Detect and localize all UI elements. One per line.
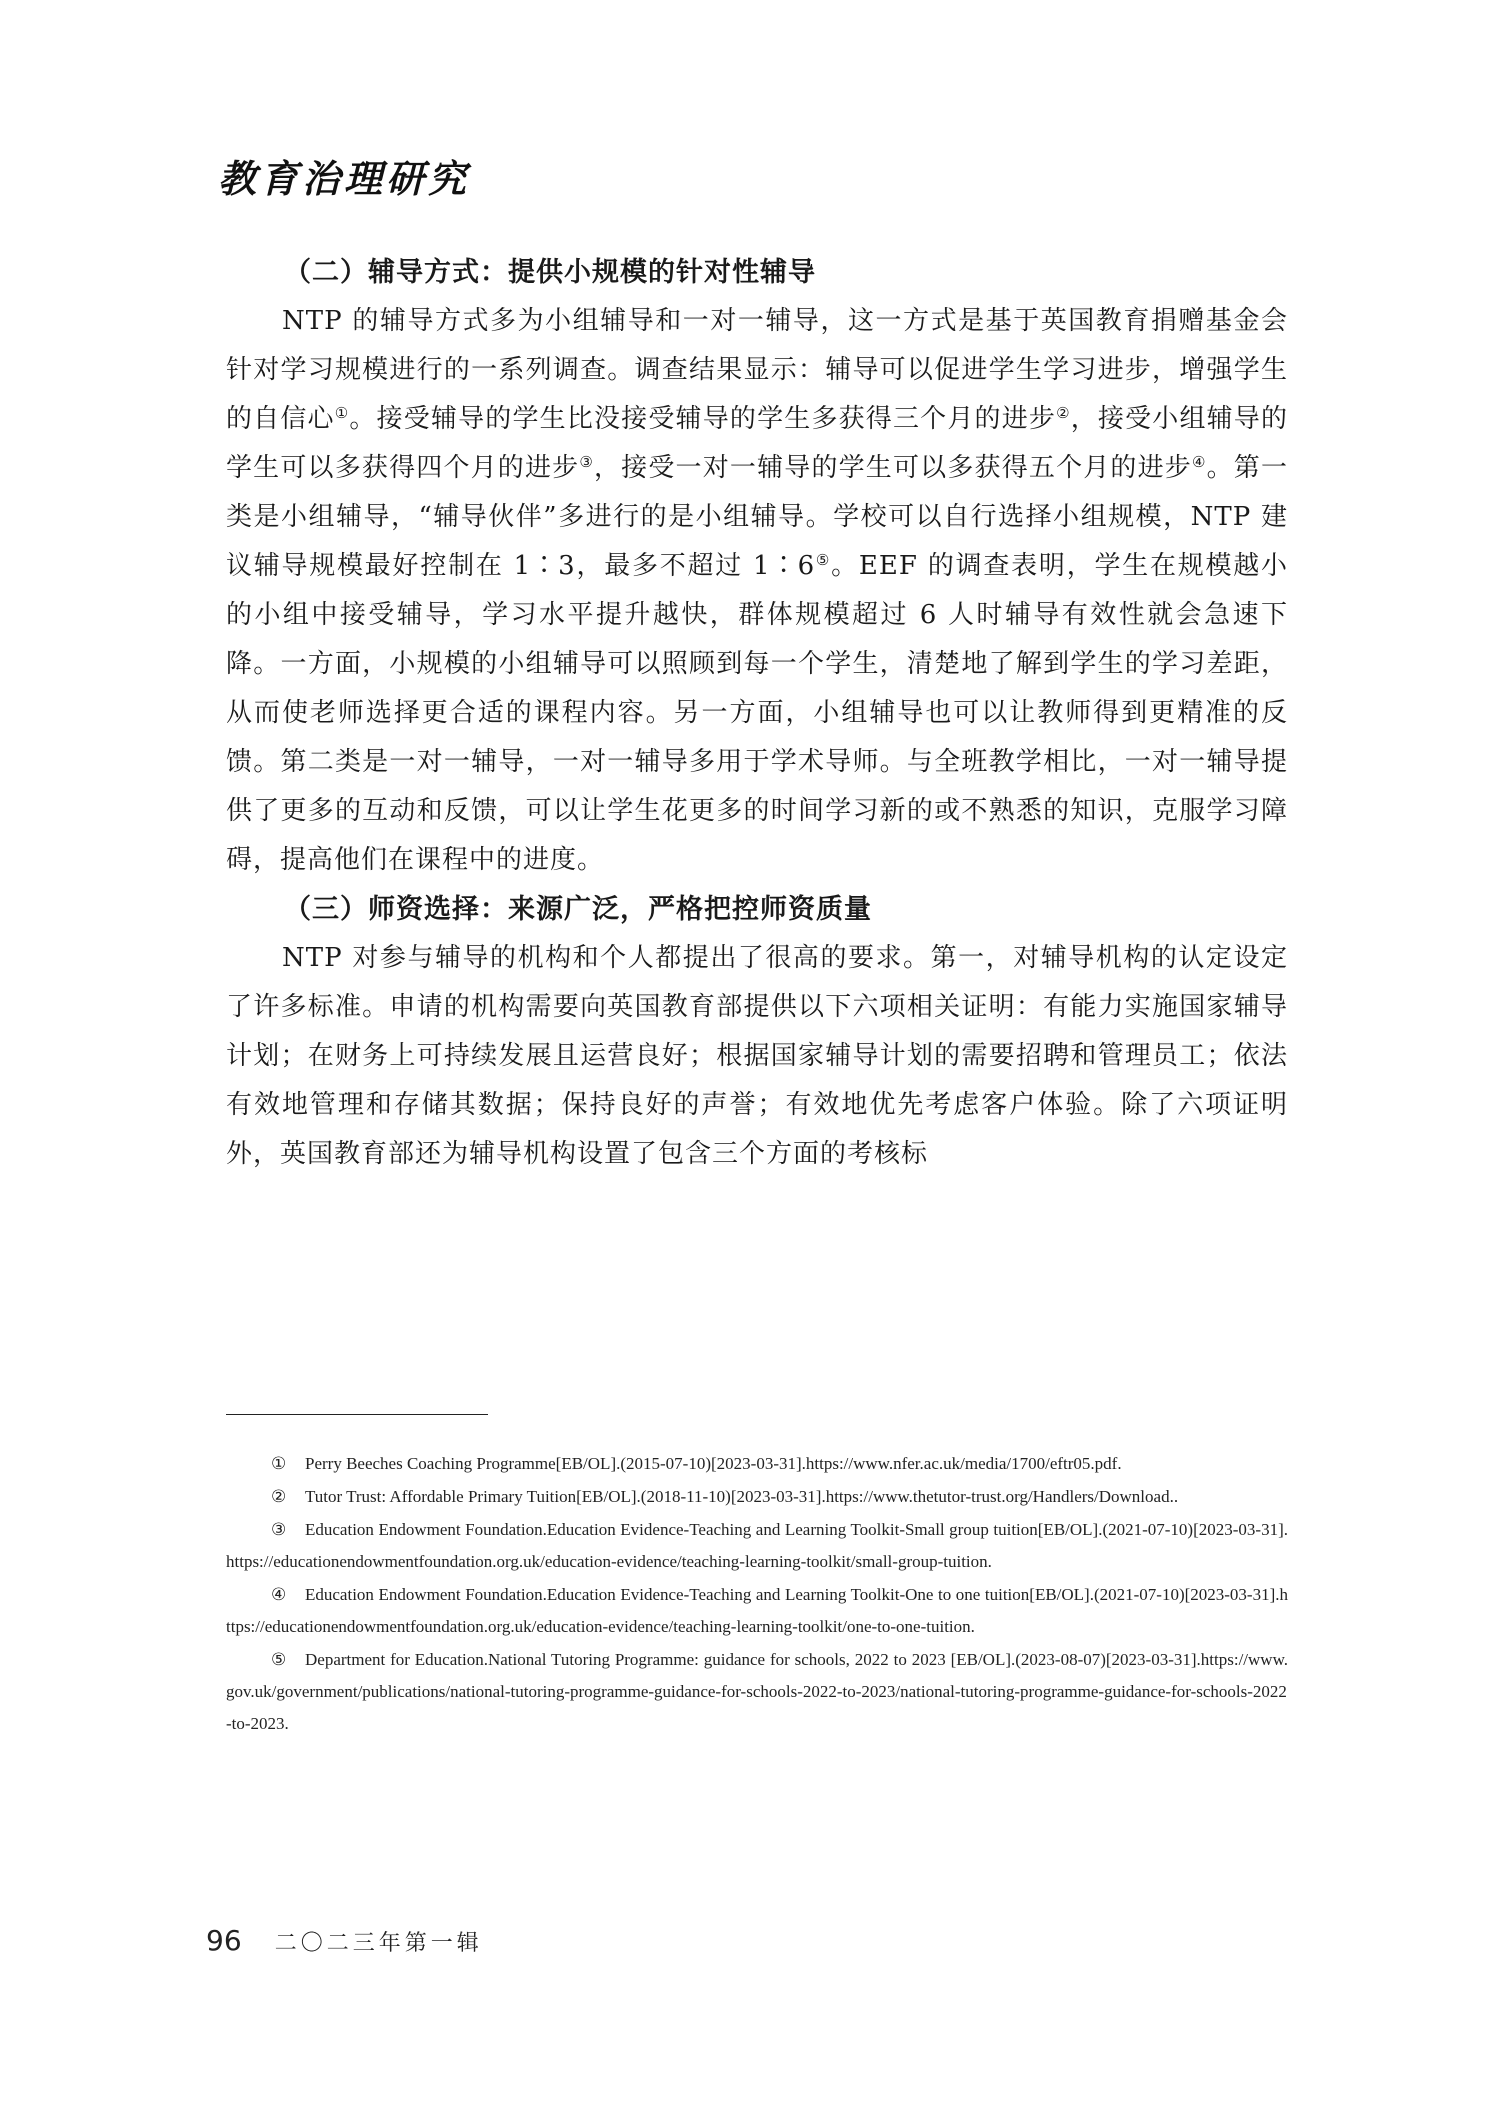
footnote-text: Education Endowment Foundation.Education Evidence-Teaching and Learning Toolkit-One to one tuition[EB/OL].(2021-07-10)[2023-03-31].https://educationendowmentfoundation.org.uk/education-evidence/teaching-learning-toolkit/one-to-one-tuition. — [226, 1585, 1288, 1636]
section-heading: （二）辅导方式：提供小规模的针对性辅导 — [284, 257, 816, 288]
text-segment: 。接受辅导的学生比没接受辅导的学生多获得三个月的进步 — [349, 404, 1057, 434]
footnote-marker: ④ — [271, 1585, 287, 1604]
footnote-marker: ② — [271, 1487, 287, 1506]
text-segment: ，接受一对一辅导的学生可以多获得五个月的进步 — [594, 453, 1192, 483]
text-segment: 。EEF 的调查表明，学生在规模越小的小组中接受辅导，学习水平提升越快，群体规模超过 6 人时辅导有效性就会急速下降。一方面，小规模的小组辅导可以照顾到每一个学生，清楚地了解到学生的学习差距，从而使老师选择更合适的课程内容。另一方面，小组辅导也可以让教师得到更精准的反馈。第二类是一对一辅导，一对一辅导多用于学术导师。与全班教学相比，一对一辅导提供了更多的互动和反馈，可以让学生花更多的时间学习新的或不熟悉的知识，克服学习障碍，提高他们在课程中的进度。 — [226, 551, 1289, 875]
text-segment: NTP 的辅导方式多为小组辅导和一对一辅导，这一方式是基于英国教育捐赠基金会针对学习规模进行的一系列调查。调查结果显示：辅导可以促进学生学习进步，增强学生的自信心 — [226, 306, 1288, 434]
footnote — [226, 1481, 1288, 1513]
paragraph — [226, 934, 1288, 1179]
section-body — [226, 297, 1288, 885]
footnote-reference[interactable]: ③ — [579, 453, 594, 471]
page-number: 96 — [206, 1924, 242, 1957]
footnote-marker: ⑤ — [271, 1650, 287, 1669]
footnote-divider — [226, 1414, 488, 1415]
footnote — [226, 1579, 1288, 1643]
footnote-marker: ③ — [271, 1520, 287, 1539]
footnote-text: Tutor Trust: Affordable Primary Tuition[EB/OL].(2018-11-10)[2023-03-31].https://www.thetutor-trust.org/Handlers/Download.. — [305, 1487, 1179, 1506]
footnotes — [226, 1448, 1288, 1741]
footnote-text: Education Endowment Foundation.Education Evidence-Teaching and Learning Toolkit-Small group tuition[EB/OL].(2021-07-10)[2023-03-31].https://educationendowmentfoundation.org.uk/education-evidence/teaching-learning-toolkit/small-group-tuition. — [226, 1520, 1288, 1571]
page-footer — [206, 1924, 483, 1957]
paragraph — [226, 297, 1288, 885]
footnote-reference[interactable]: ② — [1056, 404, 1071, 422]
footnote-text: Perry Beeches Coaching Programme[EB/OL].(2015-07-10)[2023-03-31].https://www.nfer.ac.uk/media/1700/eftr05.pdf. — [305, 1454, 1122, 1473]
footnote — [226, 1448, 1288, 1480]
footnote-text: Department for Education.National Tutoring Programme: guidance for schools, 2022 to 2023 [EB/OL].(2023-08-07)[2023-03-31].https://www.gov.uk/government/publications/national-tutoring-programme-guidance-for-schools-2022-to-2023/national-tutoring-programme-guidance-for-schools-2022-to-2023. — [226, 1650, 1288, 1733]
text-segment: ，接受小组辅导的学生可以多获得四个月的进步 — [226, 404, 1288, 483]
section-heading: （三）师资选择：来源广泛，严格把控师资质量 — [284, 894, 872, 925]
footnote-reference[interactable]: ④ — [1191, 453, 1207, 471]
issue-label: 二〇二三年第一辑 — [274, 1931, 483, 1956]
article-body — [226, 248, 1288, 1179]
footnote — [226, 1644, 1288, 1740]
footnote-reference[interactable]: ⑤ — [815, 551, 832, 569]
journal-title: 教育治理研究 — [218, 156, 471, 201]
text-segment: NTP 对参与辅导的机构和个人都提出了很高的要求。第一，对辅导机构的认定设定了许多标准。申请的机构需要向英国教育部提供以下六项相关证明：有能力实施国家辅导计划；在财务上可持续发展且运营良好；根据国家辅导计划的需要招聘和管理员工；依法有效地管理和存储其数据；保持良好的声誉；有效地优先考虑客户体验。除了六项证明外，英国教育部还为辅导机构设置了包含三个方面的考核标 — [226, 943, 1288, 1169]
footnote-marker: ① — [271, 1454, 287, 1473]
text-segment: 。第一类是小组辅导，“辅导伙伴”多进行的是小组辅导。学校可以自行选择小组规模，NTP 建议辅导规模最好控制在 1∶3，最多不超过 1∶6 — [226, 453, 1288, 581]
section-body — [226, 934, 1288, 1179]
footnote-reference[interactable]: ① — [334, 404, 350, 422]
footnote — [226, 1514, 1288, 1578]
